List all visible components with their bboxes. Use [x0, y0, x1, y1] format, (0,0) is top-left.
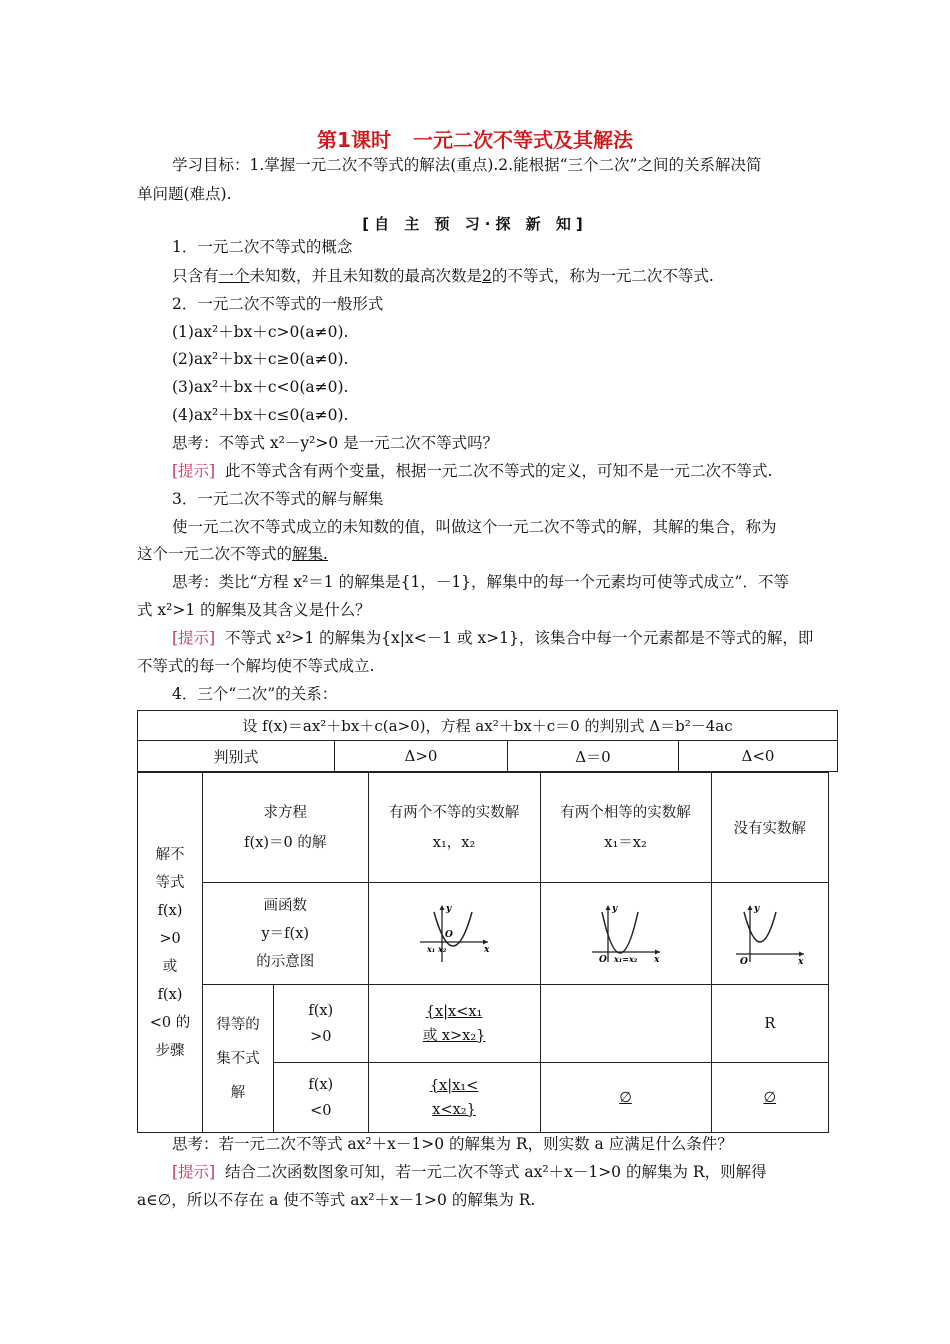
solve-row-label — [203, 985, 274, 1133]
y-label: y — [446, 903, 452, 914]
solve-label-line: 解 — [230, 1084, 246, 1101]
graph-label-line: 的示意图 — [256, 953, 315, 970]
s3-blank: 解集. — [292, 545, 328, 563]
steps-side-label — [138, 773, 203, 1133]
hint-label: [提示] — [172, 1163, 216, 1181]
disc-label: 判别式 — [138, 741, 335, 772]
s2-form-4: (4)ax²＋bx＋c≤0(a≠0). — [172, 406, 349, 424]
y-axis-arrow — [605, 905, 610, 910]
y-label: y — [611, 903, 617, 914]
roots-label-line: f(x)＝0 的解 — [244, 834, 327, 851]
case-gt: Δ>0 — [335, 741, 508, 772]
side-label-line: f(x) — [157, 902, 183, 919]
solve-gt-case-3: R — [711, 985, 828, 1063]
s3-line1: 使一元二次不等式成立的未知数的值，叫做这个一元二次不等式的解，其解的集合，称为 — [172, 518, 777, 536]
case-eq: Δ＝0 — [508, 741, 679, 772]
graph-case-eq — [540, 883, 711, 985]
x-label: x — [484, 944, 490, 955]
s3-hint-line2: 不等式的每一个解均使不等式成立. — [137, 657, 375, 675]
roots-label: x₁=x₂ — [613, 953, 637, 964]
s1-text-2: 未知数，并且未知数的最高次数是 — [249, 267, 483, 285]
s4-heading: 4．三个“二次”的关系： — [172, 685, 338, 703]
solve-lt-label — [274, 1063, 369, 1133]
side-label-line: 等式 — [155, 874, 185, 891]
gt-label-line: f(x) — [308, 1002, 334, 1019]
s4-hint-line1 — [172, 1162, 767, 1182]
relation-table-header — [137, 710, 838, 772]
lesson-topic: 一元二次不等式及其解法 — [412, 128, 633, 152]
lt-solution-part1: {x|x₁< — [429, 1077, 479, 1094]
table-header-row: 设 f(x)＝ax²＋bx＋c(a>0)，方程 ax²＋bx＋c＝0 的判别式 Δ＝b²－4ac — [138, 711, 838, 741]
s1-blank-2: 2 — [482, 267, 492, 285]
side-label-line: >0 — [159, 930, 181, 947]
roots-case-lt: 没有实数解 — [711, 773, 828, 883]
gt-label-line: >0 — [310, 1028, 332, 1045]
lt-solution-part2: x<x₂} — [432, 1101, 476, 1118]
empty-set-symbol: ∅ — [619, 1089, 632, 1106]
gt-solution-part1: {x|x<x₁ — [425, 1003, 483, 1020]
s3-hint-text: 不等式 x²>1 的解集为{x|x<－1 或 x>1}，该集合中每一个元素都是不等式的解，即 — [224, 629, 814, 647]
s3-heading: 3．一元二次不等式的解与解集 — [172, 490, 384, 508]
solve-gt-case-1 — [368, 985, 540, 1063]
x-axis-arrow — [655, 949, 660, 954]
learning-goals-line1: 学习目标：1.掌握一元二次不等式的解法(重点).2.能根据“三个二次”之间的关系解决简 — [172, 156, 762, 174]
graph-case-lt — [711, 883, 828, 985]
roots-eq-values: x₁＝x₂ — [604, 834, 647, 851]
graph-case-gt — [368, 883, 540, 985]
s2-think: 思考：不等式 x²－y²>0 是一元二次不等式吗？ — [172, 434, 499, 452]
solve-lt-case-2 — [540, 1063, 711, 1133]
side-label-line: 步骤 — [155, 1042, 185, 1059]
solve-lt-case-3 — [711, 1063, 828, 1133]
s4-hint-line2: a∈∅，所以不存在 a 使不等式 ax²＋x－1>0 的解集为 R. — [137, 1191, 536, 1209]
lesson-title — [0, 124, 950, 153]
side-label-line: <0 的 — [149, 1014, 191, 1031]
s1-text-3: 的不等式，称为一元二次不等式. — [491, 267, 714, 285]
s1-heading: 1．一元二次不等式的概念 — [172, 238, 353, 256]
roots-gt-text: 有两个不等的实数解 — [388, 804, 520, 821]
roots-case-eq — [540, 773, 711, 883]
solve-lt-case-1 — [368, 1063, 540, 1133]
solve-gt-case-2 — [540, 985, 711, 1063]
solve-gt-label — [274, 985, 369, 1063]
empty-set-symbol: ∅ — [763, 1089, 777, 1106]
learning-goals-line2: 单问题(难点). — [137, 185, 232, 203]
case-lt: Δ<0 — [679, 741, 838, 772]
s1-text-1: 只含有 — [172, 267, 219, 285]
solve-label-line: 得等的 — [216, 1016, 260, 1033]
side-label-line: 解不 — [155, 846, 185, 863]
roots-gt-values: x₁，x₂ — [432, 834, 476, 851]
s1-blank-1: 一个 — [218, 267, 250, 285]
x-axis-arrow — [483, 939, 488, 944]
section-header: [自 主 预 习·探 新 知] — [362, 215, 588, 233]
graph-label-line: 画函数 — [263, 897, 308, 914]
graph-label-line: y＝f(x) — [261, 925, 310, 942]
roots-row-label — [203, 773, 369, 883]
side-label-line: 或 — [162, 958, 178, 975]
gt-solution-part2: 或 x>x₂} — [422, 1027, 486, 1044]
parabola-one-root-graph — [588, 902, 664, 966]
s4-hint-text: 结合二次函数图象可知，若一元二次不等式 ax²＋x－1>0 的解集为 R，则解得 — [224, 1163, 767, 1181]
y-axis-arrow — [440, 905, 445, 910]
x-label: x — [797, 956, 804, 966]
s3-think-line1: 思考：类比“方程 x²＝1 的解集是{1，－1}，解集中的每一个元素均可使等式成立”．不等 — [172, 573, 789, 591]
s3-hint-line1 — [172, 628, 813, 648]
roots-case-gt — [368, 773, 540, 883]
x-label: x — [653, 954, 659, 965]
y-label: y — [753, 903, 759, 914]
origin-label: O — [739, 956, 748, 966]
hint-label: [提示] — [172, 462, 216, 480]
origin-label: O — [445, 929, 453, 940]
parabola-two-roots-graph — [416, 902, 492, 966]
s2-form-2: (2)ax²＋bx＋c≥0(a≠0). — [172, 350, 349, 368]
roots-label-line: 求方程 — [263, 804, 308, 821]
lt-label-line: <0 — [310, 1102, 332, 1119]
s1-definition — [172, 266, 714, 286]
s2-form-1: (1)ax²＋bx＋c>0(a≠0). — [172, 323, 349, 341]
lt-label-line: f(x) — [308, 1076, 334, 1093]
graph-row-label — [203, 883, 369, 985]
relation-table-body — [137, 772, 829, 1133]
roots-label: x₁ x₂ — [427, 943, 447, 954]
s2-hint — [172, 461, 772, 481]
s3-line2 — [137, 544, 328, 564]
roots-eq-text: 有两个相等的实数解 — [560, 804, 691, 821]
s2-form-3: (3)ax²＋bx＋c<0(a≠0). — [172, 378, 349, 396]
parabola-no-root-graph — [732, 902, 808, 966]
parabola-curve — [744, 912, 776, 942]
solve-label-line: 集不式 — [216, 1050, 260, 1067]
s4-think: 思考：若一元二次不等式 ax²＋x－1>0 的解集为 R，则实数 a 应满足什么条件？ — [172, 1135, 733, 1153]
s2-hint-text: 此不等式含有两个变量，根据一元二次不等式的定义，可知不是一元二次不等式. — [224, 462, 773, 480]
x-axis-arrow — [799, 951, 804, 956]
parabola-curve — [434, 912, 472, 946]
lesson-number: 第1课时 — [317, 128, 391, 152]
s3-line2-text: 这个一元二次不等式的 — [137, 545, 293, 563]
y-axis-arrow — [747, 905, 752, 910]
origin-label: O — [598, 954, 607, 965]
s3-think-line2: 式 x²>1 的解集及其含义是什么？ — [137, 601, 371, 619]
hint-label: [提示] — [172, 629, 216, 647]
side-label-line: f(x) — [157, 986, 183, 1003]
s2-heading: 2．一元二次不等式的一般形式 — [172, 295, 384, 313]
